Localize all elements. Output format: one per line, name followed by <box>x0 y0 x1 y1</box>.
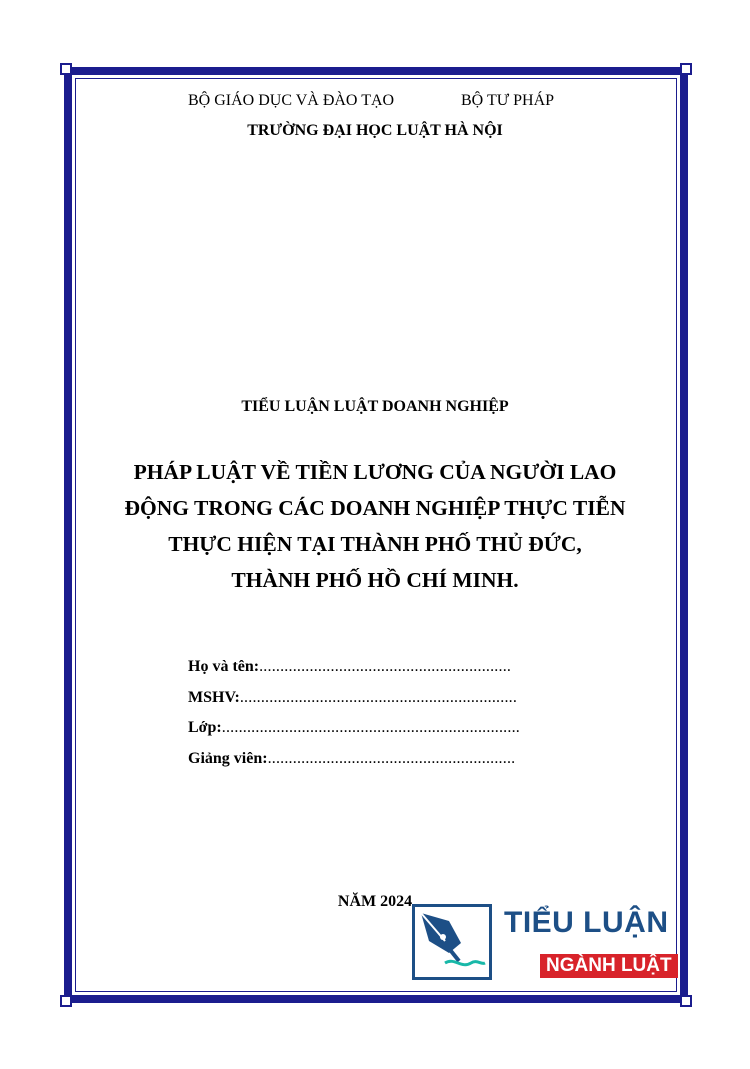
pen-nib-icon <box>412 904 492 980</box>
title-line: THỰC HIỆN TẠI THÀNH PHỐ THỦ ĐỨC, <box>168 532 582 556</box>
ministry-justice: BỘ TƯ PHÁP <box>461 92 555 109</box>
pen-nib-icon-graphic <box>415 907 489 977</box>
info-row-student-id <box>188 689 520 720</box>
title-line: ĐỘNG TRONG CÁC DOANH NGHIỆP THỰC TIỄN <box>124 496 626 520</box>
student-id-label: MSHV: <box>188 688 240 706</box>
university-name: TRƯỜNG ĐẠI HỌC LUẬT HÀ NỘI <box>247 122 503 139</box>
document-title <box>90 454 660 598</box>
ministry-education: BỘ GIÁO DỤC VÀ ĐÀO TẠO <box>188 92 395 109</box>
name-label: Họ và tên: <box>188 658 260 675</box>
info-row-lecturer <box>188 750 520 781</box>
watermark-line-1: TIỂU LUẬN <box>504 906 669 939</box>
title-line: PHÁP LUẬT VỀ TIỀN LƯƠNG CỦA NGƯỜI LAO <box>133 460 617 484</box>
border-corner <box>60 995 72 1007</box>
watermark-logo <box>412 900 674 985</box>
class-label: Lớp: <box>188 719 222 736</box>
document-year: NĂM 2024 <box>337 893 413 910</box>
info-row-name <box>188 658 520 689</box>
class-field: ....................................................................... <box>221 719 520 736</box>
student-id-field: .................................................................. <box>239 688 518 706</box>
border-corner <box>680 995 692 1007</box>
name-field: ............................................................ <box>259 658 512 675</box>
border-corner <box>60 63 72 75</box>
document-subject: TIỂU LUẬN LUẬT DOANH NGHIỆP <box>241 398 509 415</box>
lecturer-field: ........................................................... <box>267 749 516 767</box>
lecturer-label: Giảng viên: <box>188 749 268 767</box>
info-row-class <box>188 719 520 750</box>
watermark-line-2: NGÀNH LUẬT <box>540 954 678 978</box>
border-corner <box>680 63 692 75</box>
student-info <box>188 658 520 780</box>
title-line: THÀNH PHỐ HỒ CHÍ MINH. <box>231 568 519 592</box>
